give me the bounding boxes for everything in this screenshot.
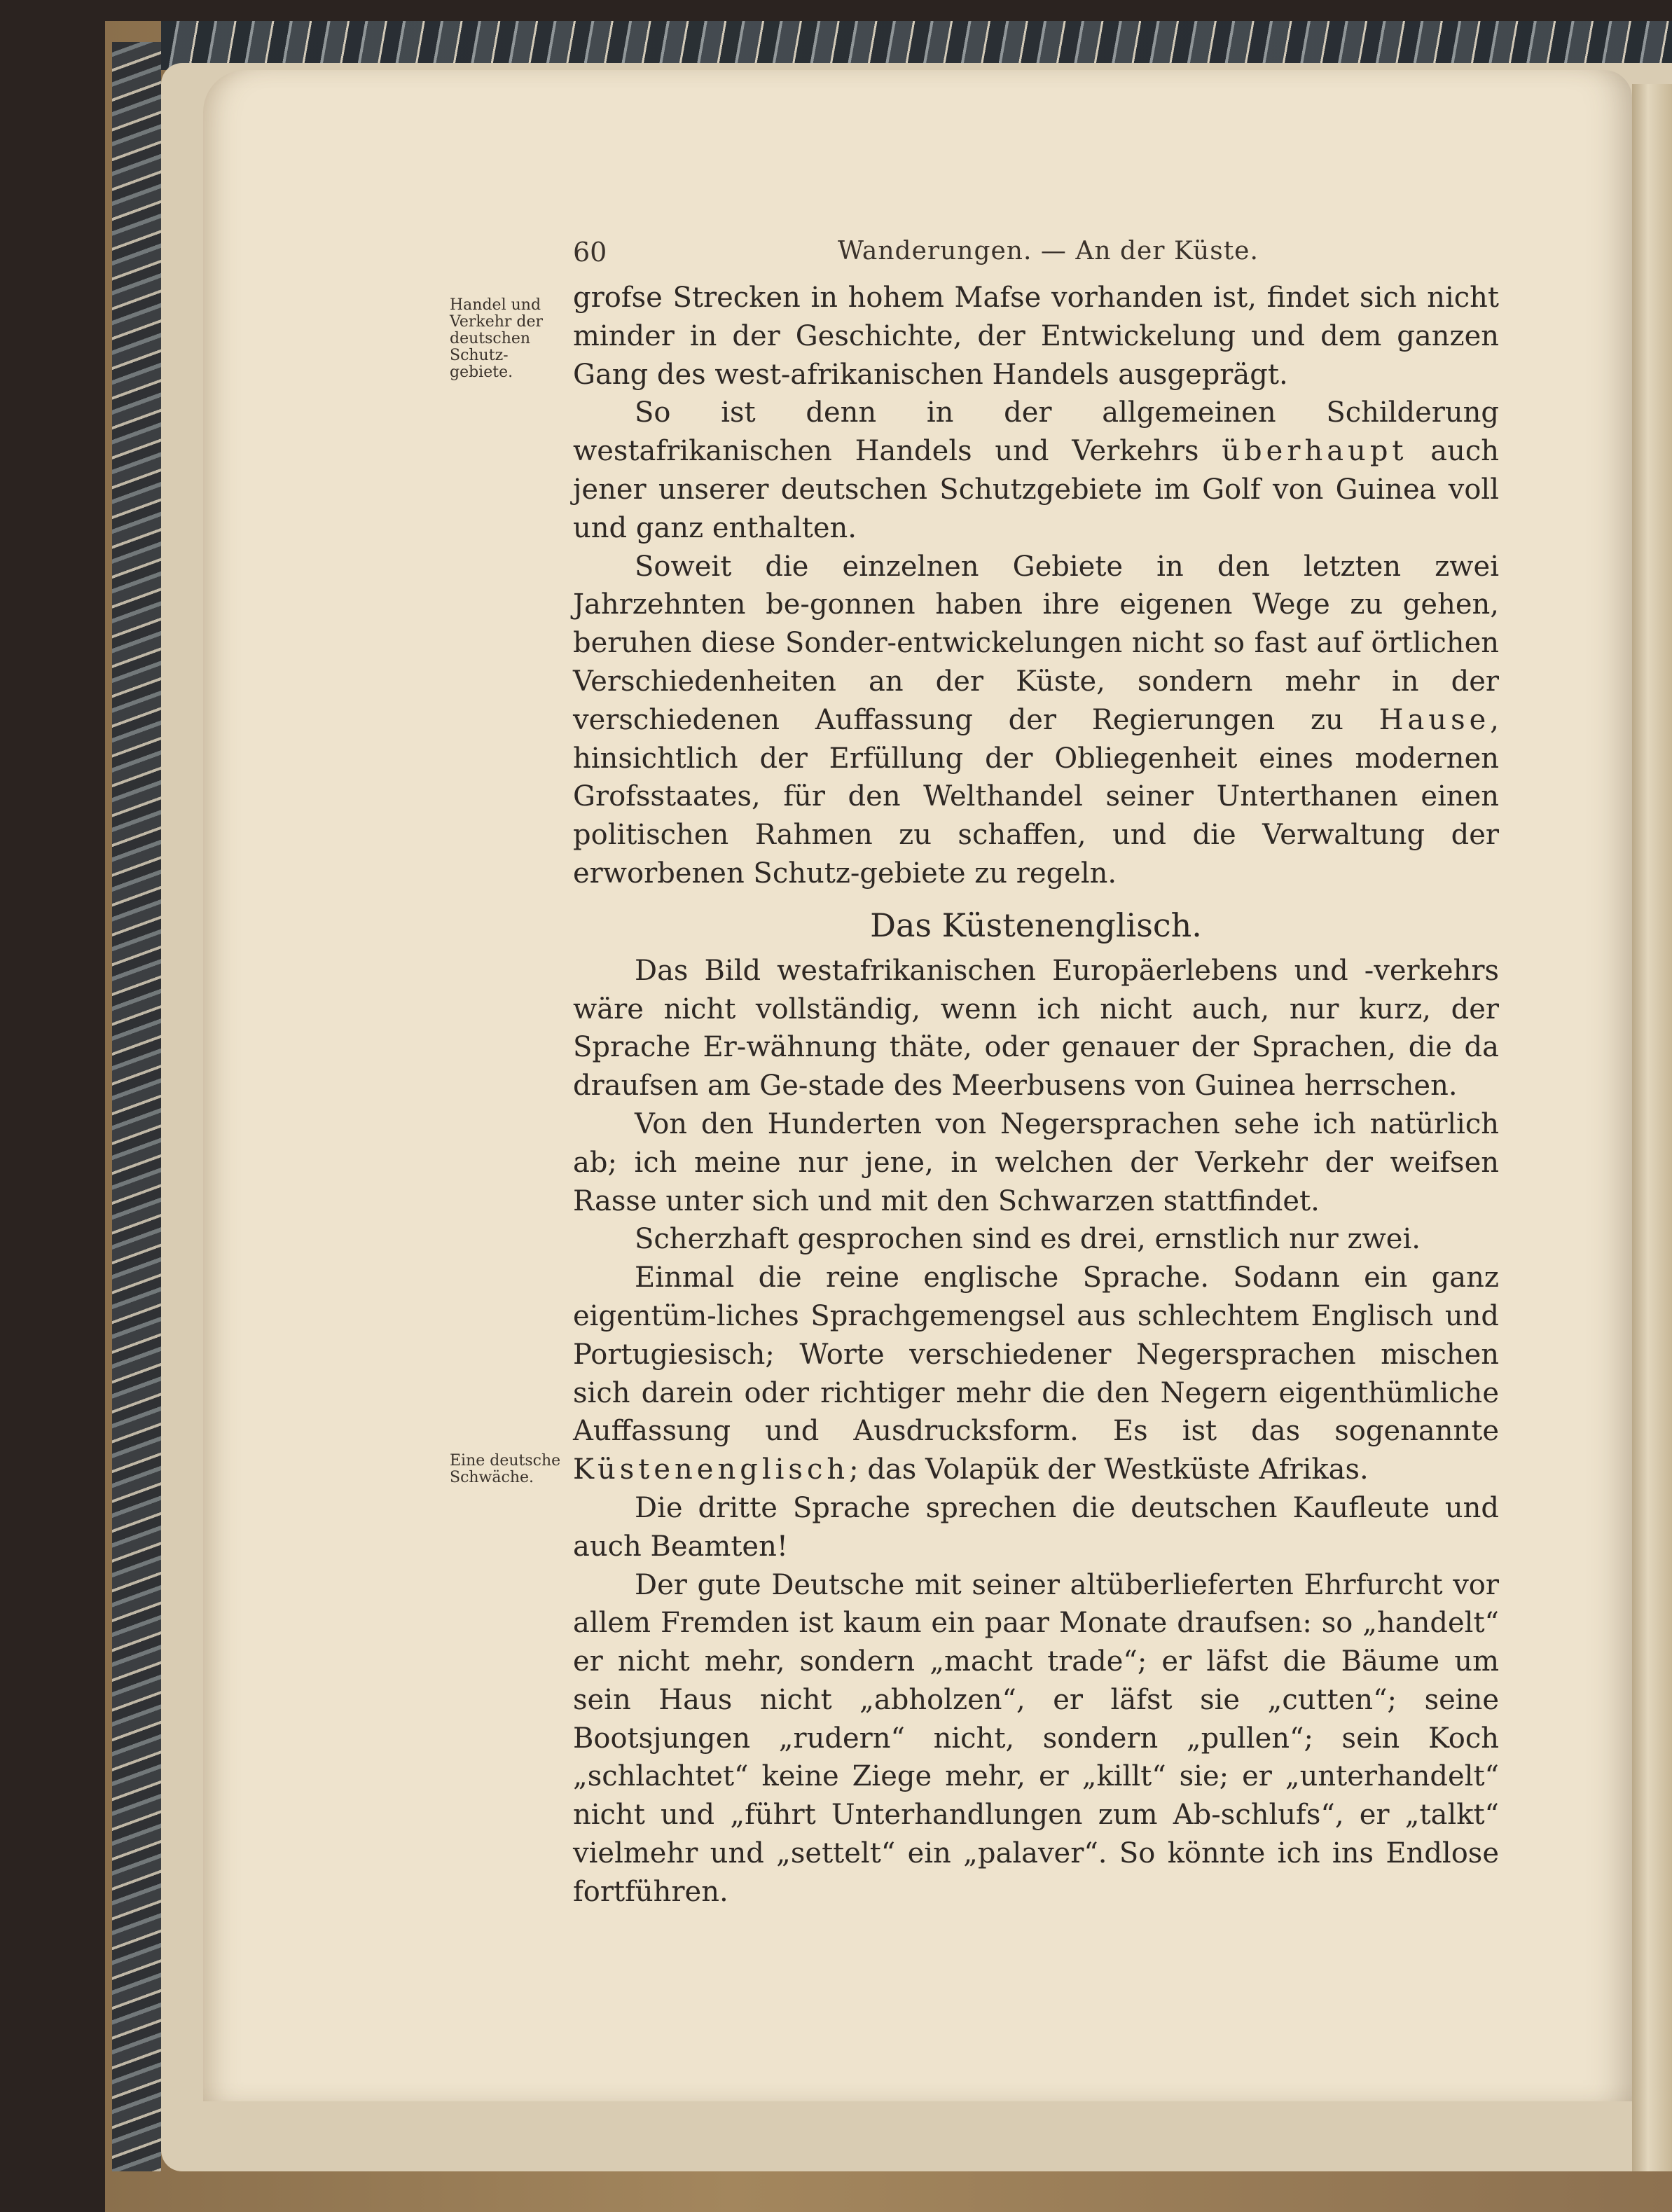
- paragraph-5: Von den Hunderten von Negersprachen sehe ich natürlich ab; ich meine nur jene, in welchen der Verkehr der weifsen Rasse unter sich und mit den Schwarzen stattfindet.: [573, 1107, 1499, 1217]
- paragraph-7: [573, 1259, 1499, 1489]
- paragraph-3-emphasis: Hause: [1379, 703, 1491, 736]
- page-number: 60: [573, 237, 607, 268]
- running-head: Wanderungen. — An der Küste.: [838, 237, 1259, 265]
- paragraph-2-text-b: auch jener unserer deutschen Schutzgebiete im Golf von Guinea voll und ganz enthalten.: [573, 435, 1499, 544]
- marbled-spine: [112, 42, 161, 2171]
- paragraph-7-emphasis: Küstenenglisch: [573, 1453, 850, 1486]
- paragraph-2-text-a: So ist denn in der allgemeinen Schilderung westafrikanischen Handels und Verkehrs: [573, 396, 1499, 468]
- paragraph-3-text-b: , hinsichtlich der Erfüllung der Obliegenheit eines modernen Grofsstaates, für den Welthandel seiner Unterthanen einen politischen Rahmen zu schaffen, und die Verwaltung der erworbenen Schutz-gebiete zu regeln.: [573, 703, 1499, 890]
- margin-note-weakness: Eine deutsche Schwäche.: [450, 1452, 561, 1486]
- paragraph-4: Das Bild westafrikanischen Europäerlebens und -verkehrs wäre nicht vollständig, wenn ich nicht auch, nur kurz, der Sprache Er-wähnung thäte, oder genauer der Sprachen, die da draufsen am Ge-stade des Meerbusens von Guinea herrschen.: [573, 954, 1499, 1102]
- section-heading: Das Küstenenglisch.: [870, 906, 1202, 944]
- paragraph-7-text-a: Einmal die reine englische Sprache. Sodann ein ganz eigentüm-liches Sprachgemengsel aus schlechtem Englisch und Portugiesisch; Worte verschiedener Negersprachen mischen sich darein oder richtiger mehr die den Negern eigenthümliche Auffassung und Ausdrucksform. Es ist das sogenannte: [573, 1261, 1499, 1448]
- page-header: [573, 237, 1499, 272]
- paragraph-3-text-a: Soweit die einzelnen Gebiete in den letzten zwei Jahrzehnten be-gonnen haben ihre eigenen Wege zu gehen, beruhen diese Sonder-entwickelungen nicht so fast auf örtlichen Verschiedenheiten an der Küste, sondern mehr in der verschiedenen Auffassung der Regierungen zu: [573, 550, 1499, 736]
- facing-page-edge: [1632, 84, 1672, 2171]
- paragraph-9: Der gute Deutsche mit seiner altüberlieferten Ehrfurcht vor allem Fremden ist kaum ein paar Monate draufsen: so „handelt“ er nicht mehr, sondern „macht trade“; er läfst die Bäume um sein Haus nicht „abholzen“, er läfst sie „cutten“; seine Bootsjungen „rudern“ nicht, sondern „pullen“; sein Koch „schlachtet“ keine Ziege mehr, er „killt“ sie; er „unterhandelt“ nicht und „führt Unterhandlungen zum Ab-schlufs“, er „talkt“ vielmehr und „settelt“ ein „palaver“. So könnte ich ins Endlose fortführen.: [573, 1568, 1499, 1908]
- paragraph-6: Scherzhaft gesprochen sind es drei, ernstlich nur zwei.: [635, 1223, 1421, 1256]
- margin-note-trade: Handel und Verkehr der deutschen Schutz-gebiete.: [450, 296, 544, 381]
- page-body: [573, 279, 1499, 1912]
- paragraph-7-text-b: ; das Volapük der Westküste Afrikas.: [849, 1453, 1369, 1486]
- paragraph-2-emphasis: überhaupt: [1222, 435, 1408, 468]
- paragraph-2: [573, 394, 1499, 547]
- paragraph-8: Die dritte Sprache sprechen die deutschen Kaufleute und auch Beamten!: [573, 1491, 1499, 1563]
- paragraph-3: [573, 548, 1499, 893]
- paragraph-1: grofse Strecken in hohem Mafse vorhanden ist, findet sich nicht minder in der Geschichte, der Entwickelung und dem ganzen Gang des west-afrikanischen Handels ausgeprägt.: [573, 282, 1499, 391]
